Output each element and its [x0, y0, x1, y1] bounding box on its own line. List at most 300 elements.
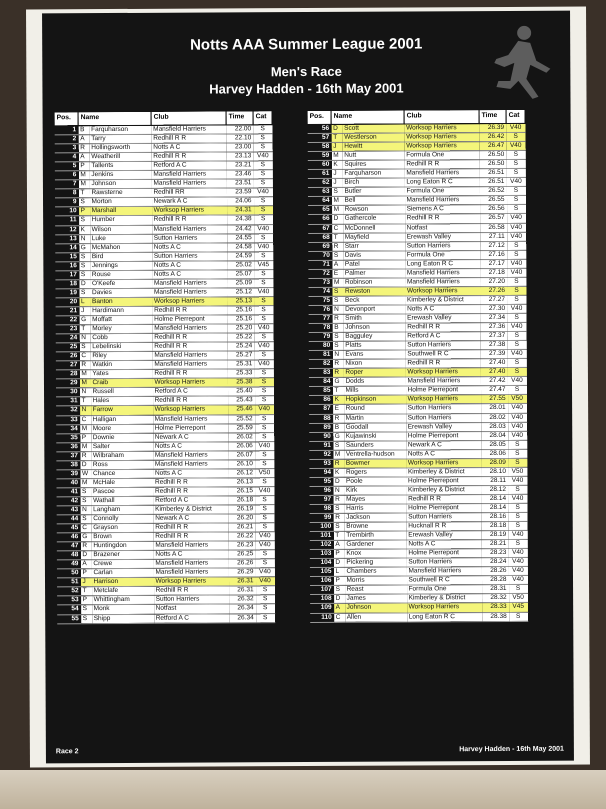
venue-date: Harvey Hadden - 16th May 2001: [209, 80, 404, 97]
cat-cell: V40: [507, 322, 526, 331]
club-cell: Worksop Harriers: [406, 458, 481, 467]
initial-cell: G: [79, 243, 90, 252]
cat-cell: S: [256, 586, 275, 595]
pos-cell: 69: [308, 242, 332, 251]
table-row: [55, 224, 273, 234]
time-cell: 28.14: [481, 494, 508, 503]
table-row: [309, 494, 527, 504]
initial-cell: R: [332, 369, 343, 378]
surname-cell: Whittingham: [92, 596, 154, 605]
surname-cell: Langham: [91, 505, 153, 514]
club-cell: Holme Pierrepont: [406, 431, 481, 440]
surname-cell: Mayfield: [343, 233, 405, 242]
surname-cell: Riley: [90, 351, 152, 360]
club-cell: Formula One: [407, 585, 482, 594]
club-cell: Newark A C: [153, 433, 228, 442]
surname-cell: Banton: [90, 297, 152, 306]
table-row: [309, 395, 527, 405]
pos-cell: 105: [309, 568, 333, 577]
cat-cell: V40: [508, 567, 527, 576]
initial-cell: S: [81, 605, 92, 614]
surname-cell: Weatherill: [89, 152, 151, 161]
initial-cell: P: [80, 569, 91, 578]
table-row: [307, 160, 525, 170]
club-cell: Southwell R C: [405, 350, 480, 359]
surname-cell: Butler: [342, 187, 404, 196]
pos-cell: 72: [308, 269, 332, 278]
club-cell: Sutton Harriers: [152, 252, 227, 261]
club-cell: Mansfield Harriers: [406, 567, 481, 576]
club-cell: Mansfield Harriers: [404, 169, 479, 178]
club-cell: Mansfield Harriers: [405, 377, 480, 386]
cat-cell: V40: [254, 242, 273, 251]
club-cell: Notts A C: [406, 540, 481, 549]
time-cell: 25.38: [227, 378, 254, 387]
time-cell: 26.22: [228, 532, 255, 541]
cat-cell: S: [254, 306, 273, 315]
initial-cell: C: [80, 415, 91, 424]
pos-cell: 83: [308, 369, 332, 378]
table-row: [309, 558, 527, 568]
club-cell: Worksop Harriers: [153, 405, 228, 414]
initial-cell: T: [78, 189, 89, 198]
surname-cell: McDonnell: [343, 224, 405, 233]
initial-cell: S: [80, 488, 91, 497]
initial-cell: M: [332, 206, 343, 215]
time-cell: 27.55: [481, 395, 508, 404]
initial-cell: S: [333, 504, 344, 513]
time-cell: 26.34: [229, 613, 256, 622]
table-row: [309, 440, 527, 450]
pos-cell: 29: [55, 379, 79, 388]
club-cell: Redhill R R: [151, 134, 226, 143]
pos-cell: 26: [55, 352, 79, 361]
time-cell: 23.13: [226, 152, 253, 161]
pos-cell: 8: [54, 189, 78, 198]
club-cell: Notts A C: [152, 261, 227, 270]
surname-cell: Mills: [343, 386, 405, 395]
cat-cell: S: [254, 269, 273, 278]
club-cell: Erewash Valley: [406, 422, 481, 431]
pos-cell: 89: [309, 423, 333, 432]
pos-cell: 25: [55, 343, 79, 352]
surname-cell: Pickering: [344, 558, 406, 567]
cat-cell: S: [506, 150, 525, 159]
table-row: [56, 532, 274, 542]
initial-cell: R: [333, 459, 344, 468]
club-cell: Formula One: [404, 187, 479, 196]
time-cell: 28.31: [482, 585, 509, 594]
table-row: [308, 331, 526, 341]
cat-cell: S: [256, 604, 275, 613]
surname-cell: Westlerson: [342, 133, 404, 142]
cat-cell: S: [507, 340, 526, 349]
table-row: [309, 431, 527, 441]
club-cell: Mansfield Harriers: [152, 279, 227, 288]
cat-cell: V40: [506, 123, 525, 132]
cat-cell: S: [506, 160, 525, 169]
pos-cell: 54: [57, 605, 81, 614]
surname-cell: Salter: [91, 442, 153, 451]
time-cell: 28.12: [481, 485, 508, 494]
time-cell: 26.50: [479, 151, 506, 160]
table-row: [309, 467, 527, 477]
initial-cell: G: [80, 533, 91, 542]
surname-cell: Patel: [343, 260, 405, 269]
cat-cell: S: [508, 521, 527, 530]
time-cell: 25.52: [228, 414, 255, 423]
pos-cell: 11: [55, 216, 79, 225]
surname-cell: Squires: [342, 160, 404, 169]
initial-cell: K: [79, 225, 90, 234]
surname-cell: Craib: [90, 379, 152, 388]
initial-cell: S: [332, 341, 343, 350]
surname-cell: Birch: [342, 178, 404, 187]
initial-cell: J: [80, 578, 91, 587]
surname-cell: Robinson: [343, 278, 405, 287]
club-cell: Mansfield Harriers: [151, 125, 226, 134]
club-cell: Holme Pierrepont: [152, 315, 227, 324]
time-cell: 26.34: [229, 604, 256, 613]
table-row: [56, 387, 274, 397]
initial-cell: S: [79, 261, 90, 270]
surname-cell: Poole: [344, 477, 406, 486]
surname-cell: Grayson: [91, 523, 153, 532]
time-cell: 28.05: [481, 440, 508, 449]
pos-cell: 88: [309, 414, 333, 423]
pos-cell: 62: [307, 179, 331, 188]
table-row: [56, 478, 274, 488]
time-cell: 25.22: [227, 333, 254, 342]
pos-cell: 96: [309, 486, 333, 495]
club-cell: Formula One: [404, 151, 479, 160]
initial-cell: A: [80, 560, 91, 569]
initial-cell: J: [331, 179, 342, 188]
table-row: [55, 333, 273, 343]
surname-cell: Cobb: [90, 333, 152, 342]
club-cell: Redhill R R: [153, 487, 228, 496]
initial-cell: S: [80, 497, 91, 506]
time-cell: 25.12: [227, 288, 254, 297]
table-row: [309, 476, 527, 486]
club-cell: Sutton Harriers: [405, 341, 480, 350]
surname-cell: Chance: [91, 469, 153, 478]
cat-cell: S: [507, 205, 526, 214]
initial-cell: A: [78, 153, 89, 162]
pos-cell: 73: [308, 278, 332, 287]
pos-cell: 63: [307, 188, 331, 197]
pos-cell: 56: [307, 124, 331, 133]
cat-cell: V40: [506, 178, 525, 187]
surname-cell: Trembirth: [344, 531, 406, 540]
club-cell: Mansfield Harriers: [151, 179, 226, 188]
initial-cell: R: [78, 144, 89, 153]
surname-cell: Ventrella-hudson: [344, 450, 406, 459]
initial-cell: J: [79, 307, 90, 316]
time-cell: 26.31: [229, 586, 256, 595]
initial-cell: R: [80, 451, 91, 460]
club-cell: Redhill R R: [153, 523, 228, 532]
surname-cell: Carlan: [91, 569, 153, 578]
table-row: [308, 223, 526, 233]
table-row: [54, 152, 272, 162]
cat-cell: S: [508, 485, 527, 494]
table-row: [309, 503, 527, 513]
table-row: [57, 595, 275, 605]
surname-cell: Jenkins: [89, 171, 151, 180]
club-cell: Mansfield Harriers: [405, 268, 480, 277]
pos-cell: 40: [56, 479, 80, 488]
surname-cell: Shipp: [92, 614, 154, 623]
surname-cell: Nixon: [343, 359, 405, 368]
cat-cell: S: [507, 386, 526, 395]
table-row: [54, 179, 272, 189]
pos-cell: 38: [56, 460, 80, 469]
time-cell: 24.31: [227, 206, 254, 215]
page-title: Notts AAA Summer League 2001: [190, 35, 423, 54]
surname-cell: Rowson: [343, 205, 405, 214]
pos-cell: 78: [308, 323, 332, 332]
table-row: [55, 215, 273, 225]
cat-cell: S: [507, 359, 526, 368]
club-cell: Kimberley & District: [153, 505, 228, 514]
initial-cell: P: [78, 162, 89, 171]
cat-cell: S: [253, 143, 272, 152]
table-row: [309, 521, 527, 531]
table-row: [308, 277, 526, 287]
surname-cell: Gardener: [344, 540, 406, 549]
surname-cell: O'Keefe: [90, 279, 152, 288]
time-cell: 28.19: [481, 531, 508, 540]
cat-cell: S: [507, 295, 526, 304]
pos-cell: 64: [308, 197, 332, 206]
initial-cell: B: [333, 423, 344, 432]
surname-cell: Harrison: [91, 578, 153, 587]
cat-cell: S: [256, 613, 275, 622]
pos-cell: 59: [307, 152, 331, 161]
club-cell: Notts A C: [153, 442, 228, 451]
table-row: [55, 233, 273, 243]
table-row: [308, 377, 526, 387]
cat-cell: V40: [508, 530, 527, 539]
time-cell: 27.39: [480, 350, 507, 359]
table-row: [56, 468, 274, 478]
time-cell: 23.59: [226, 188, 253, 197]
pos-cell: 93: [309, 459, 333, 468]
initial-cell: C: [79, 352, 90, 361]
pos-cell: 98: [309, 504, 333, 513]
initial-cell: D: [80, 460, 91, 469]
surname-cell: Humber: [90, 216, 152, 225]
cat-cell: S: [508, 458, 527, 467]
table-row: [56, 396, 274, 406]
table-row: [56, 423, 274, 433]
surname-cell: Scott: [342, 124, 404, 133]
cat-cell: V40: [508, 558, 527, 567]
pos-cell: 76: [308, 305, 332, 314]
time-cell: 25.09: [227, 279, 254, 288]
club-cell: Kimberley & District: [405, 295, 480, 304]
pos-cell: 84: [308, 378, 332, 387]
club-cell: Holme Pierrepont: [406, 504, 481, 513]
pos-cell: 19: [55, 289, 79, 298]
pos-cell: 3: [54, 144, 78, 153]
cat-cell: S: [254, 197, 273, 206]
initial-cell: D: [333, 477, 344, 486]
initial-cell: D: [333, 559, 344, 568]
time-cell: 27.16: [480, 250, 507, 259]
initial-cell: E: [332, 269, 343, 278]
results-table-left: [54, 110, 276, 624]
time-cell: 26.23: [228, 541, 255, 550]
cat-cell: S: [508, 540, 527, 549]
time-cell: 28.33: [482, 603, 509, 612]
club-cell: Retford A C: [154, 613, 229, 622]
initial-cell: D: [80, 551, 91, 560]
table-row: [56, 487, 274, 497]
table-row: [54, 188, 272, 198]
pos-cell: 52: [57, 587, 81, 596]
initial-cell: T: [332, 233, 343, 242]
club-cell: Worksop Harriers: [153, 577, 228, 586]
surname-cell: McHale: [91, 478, 153, 487]
club-cell: Redhill R R: [153, 396, 228, 405]
results-table-right: [307, 109, 529, 623]
pos-cell: 75: [308, 296, 332, 305]
time-cell: 25.16: [227, 306, 254, 315]
pos-cell: 36: [56, 442, 80, 451]
club-cell: Newark A C: [153, 514, 228, 523]
surname-cell: Ross: [91, 460, 153, 469]
surname-cell: Wilson: [90, 225, 152, 234]
time-cell: 26.51: [479, 178, 506, 187]
club-cell: Mansfield Harriers: [153, 559, 228, 568]
cat-cell: V40: [508, 422, 527, 431]
pos-cell: 97: [309, 495, 333, 504]
time-cell: 25.20: [227, 324, 254, 333]
surname-cell: Farrow: [91, 406, 153, 415]
club-cell: Kimberley & District: [407, 594, 482, 603]
pos-cell: 5: [54, 162, 78, 171]
table-row: [309, 512, 527, 522]
time-cell: 25.33: [227, 369, 254, 378]
time-cell: 26.15: [228, 487, 255, 496]
pos-cell: 106: [309, 577, 333, 586]
initial-cell: G: [79, 316, 90, 325]
table-row: [308, 340, 526, 350]
pos-cell: 44: [56, 515, 80, 524]
surname-cell: Downie: [91, 433, 153, 442]
initial-cell: J: [331, 170, 342, 179]
club-cell: Redhill R R: [151, 152, 226, 161]
time-cell: 28.16: [481, 512, 508, 521]
initial-cell: K: [333, 396, 344, 405]
table-row: [56, 559, 274, 569]
initial-cell: S: [332, 296, 343, 305]
table-row: [57, 613, 275, 623]
initial-cell: N: [79, 234, 90, 243]
pos-cell: 14: [55, 243, 79, 252]
table-row: [307, 150, 525, 160]
initial-cell: M: [78, 180, 89, 189]
time-cell: 27.37: [480, 332, 507, 341]
cat-cell: S: [508, 512, 527, 521]
initial-cell: R: [332, 360, 343, 369]
cat-cell: S: [255, 514, 274, 523]
table-row: [307, 187, 525, 197]
club-cell: Redhill R R: [153, 478, 228, 487]
surname-cell: Tarry: [89, 134, 151, 143]
table-row: [55, 306, 273, 316]
surname-cell: Morley: [90, 324, 152, 333]
time-cell: 27.40: [480, 368, 507, 377]
club-cell: Worksop Harriers: [407, 603, 482, 612]
initial-cell: W: [80, 469, 91, 478]
table-row: [55, 351, 273, 361]
pos-cell: 39: [56, 469, 80, 478]
surname-cell: Hardimann: [90, 306, 152, 315]
surname-cell: McMahon: [90, 243, 152, 252]
table-row: [309, 567, 527, 577]
pos-cell: 60: [307, 161, 331, 170]
time-cell: 25.02: [227, 260, 254, 269]
surname-cell: Rouse: [90, 270, 152, 279]
surname-cell: Saunders: [344, 441, 406, 450]
pos-cell: 77: [308, 314, 332, 323]
pos-cell: 13: [55, 234, 79, 243]
cat-cell: S: [254, 206, 273, 215]
time-cell: 25.13: [227, 297, 254, 306]
club-cell: Sutton Harriers: [406, 404, 481, 413]
club-cell: Redhill R R: [405, 214, 480, 223]
cat-cell: V40: [254, 360, 273, 369]
col-time: Time: [226, 111, 253, 125]
cat-cell: S: [254, 215, 273, 224]
surname-cell: Connolly: [91, 514, 153, 523]
club-cell: Sutton Harriers: [406, 513, 481, 522]
table-row: [56, 523, 274, 533]
initial-cell: P: [80, 433, 91, 442]
club-cell: Notts A C: [153, 469, 228, 478]
club-cell: Formula One: [405, 250, 480, 259]
results-body-left: [54, 125, 275, 624]
time-cell: 26.10: [228, 460, 255, 469]
pos-cell: 71: [308, 260, 332, 269]
club-cell: Mansfield Harriers: [153, 451, 228, 460]
pos-cell: 16: [55, 261, 79, 270]
club-cell: Sutton Harriers: [406, 558, 481, 567]
cat-cell: S: [506, 187, 525, 196]
table-row: [308, 268, 526, 278]
club-cell: Kimberley & District: [406, 467, 481, 476]
surname-cell: Moore: [91, 424, 153, 433]
club-cell: Notfast: [154, 604, 229, 613]
club-cell: Holme Pierrepont: [406, 476, 481, 485]
surname-cell: Watkin: [90, 361, 152, 370]
pos-cell: 103: [309, 550, 333, 559]
initial-cell: G: [333, 432, 344, 441]
initial-cell: S: [80, 515, 91, 524]
pos-cell: 32: [56, 406, 80, 415]
initial-cell: T: [80, 397, 91, 406]
surname-cell: Platts: [343, 341, 405, 350]
time-cell: 27.11: [480, 232, 507, 241]
surname-cell: Morton: [90, 198, 152, 207]
table-row: [56, 568, 274, 578]
initial-cell: M: [80, 424, 91, 433]
time-cell: 26.56: [480, 205, 507, 214]
pos-cell: 81: [308, 351, 332, 360]
